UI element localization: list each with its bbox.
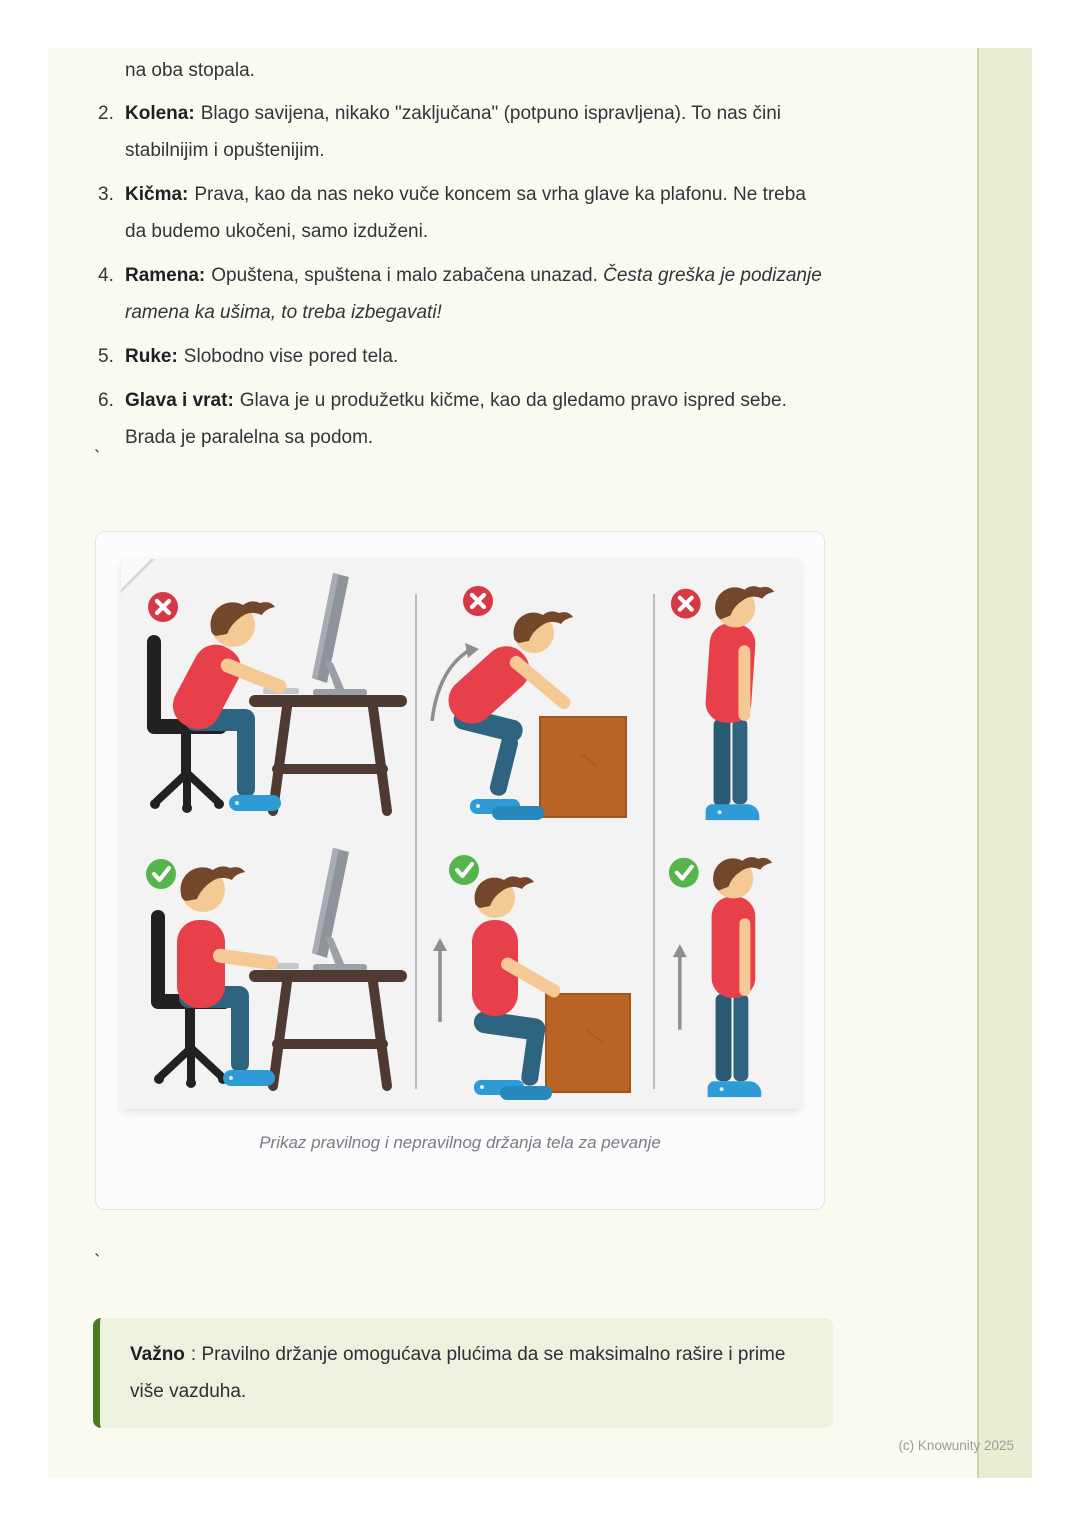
- list-item: [48, 95, 823, 169]
- list-item-number: 5.: [98, 346, 114, 367]
- list-item-text: Blago savijena, nikako "zaključana" (potpuno ispravljena). To nas čini stabilnijim i opuštenijim.: [125, 103, 781, 161]
- desk-upright-illustration: [121, 834, 416, 1109]
- check-icon: [449, 855, 479, 885]
- stand-upright-illustration: [654, 834, 801, 1109]
- list-item-term: Ramena:: [125, 265, 206, 286]
- panel-lift-straight: [416, 834, 654, 1109]
- list-item-term: Ruke:: [125, 346, 178, 367]
- posture-illustration: [121, 559, 801, 1109]
- panel-lift-bent: [416, 559, 654, 834]
- list-item-number: 2.: [98, 103, 114, 124]
- box-icon: [546, 994, 630, 1092]
- copyright-notice: (c) Knowunity 2025: [898, 1438, 1014, 1453]
- callout-term: Važno: [130, 1344, 185, 1365]
- panel-desk-slouched: [121, 559, 416, 834]
- list-item-continuation: na oba stopala.: [125, 60, 255, 81]
- check-icon: [669, 858, 699, 888]
- list-item-number: 4.: [98, 265, 114, 286]
- panel-divider: [653, 594, 655, 1089]
- list-item: [48, 176, 823, 250]
- stray-backtick: `: [94, 448, 101, 469]
- stand-slouched-illustration: [654, 559, 801, 834]
- monitor-icon: [312, 573, 367, 696]
- lift-straight-illustration: [416, 834, 654, 1109]
- desk-slouched-illustration: [121, 559, 416, 834]
- x-icon: [463, 586, 493, 616]
- right-margin-stripe: [977, 48, 1032, 1478]
- list-item-number: 6.: [98, 390, 114, 411]
- panel-desk-upright: [121, 834, 416, 1109]
- list-item-term: Glava i vrat:: [125, 390, 234, 411]
- callout-text: : Pravilno držanje omogućava plućima da se maksimalno rašire i prime više vazduha.: [130, 1344, 786, 1402]
- posture-text-block: [48, 52, 823, 463]
- figure-caption: Prikaz pravilnog i nepravilnog držanja tela za pevanje: [259, 1133, 661, 1152]
- desk-icon: [249, 970, 407, 1086]
- list-item-number: 3.: [98, 184, 114, 205]
- stray-backtick: `: [94, 1252, 101, 1273]
- list-item: [48, 338, 823, 375]
- content-area: [48, 48, 1032, 1478]
- person-standing-slouched: [704, 586, 774, 820]
- box-icon: [540, 717, 626, 817]
- lift-bent-illustration: [416, 559, 654, 834]
- panel-divider: [415, 594, 417, 1089]
- list-item-italic-note: Česta greška je podizanje ramena ka ušima, to treba izbegavati!: [125, 265, 822, 323]
- x-icon: [671, 589, 701, 619]
- check-icon: [146, 859, 176, 889]
- list-item-text: Glava je u produžetku kičme, kao da gledamo pravo ispred sebe. Brada je paralelna sa podom.: [125, 390, 787, 448]
- list-item-text: Prava, kao da nas neko vuče koncem sa vrha glave ka plafonu. Ne treba da budemo ukočeni, samo izduženi.: [125, 184, 806, 242]
- list-item: [48, 382, 823, 456]
- list-item-term: Kolena:: [125, 103, 195, 124]
- up-arrow-icon: [673, 944, 687, 1029]
- list-item-text: Slobodno vise pored tela.: [183, 346, 399, 367]
- desk-icon: [249, 695, 407, 811]
- x-icon: [148, 592, 178, 622]
- important-callout: [93, 1318, 833, 1428]
- up-arrow-icon: [433, 938, 447, 1022]
- panel-stand-upright: [654, 834, 801, 1109]
- figure-card: [95, 531, 825, 1210]
- list-item-term: Kičma:: [125, 184, 189, 205]
- posture-list: [48, 95, 823, 456]
- panel-stand-slouched: [654, 559, 801, 834]
- person-standing-upright: [708, 857, 773, 1097]
- monitor-icon: [312, 848, 367, 971]
- list-item: [48, 257, 823, 331]
- list-item-text: Opuštena, spuštena i malo zabačena unazad.: [211, 265, 598, 286]
